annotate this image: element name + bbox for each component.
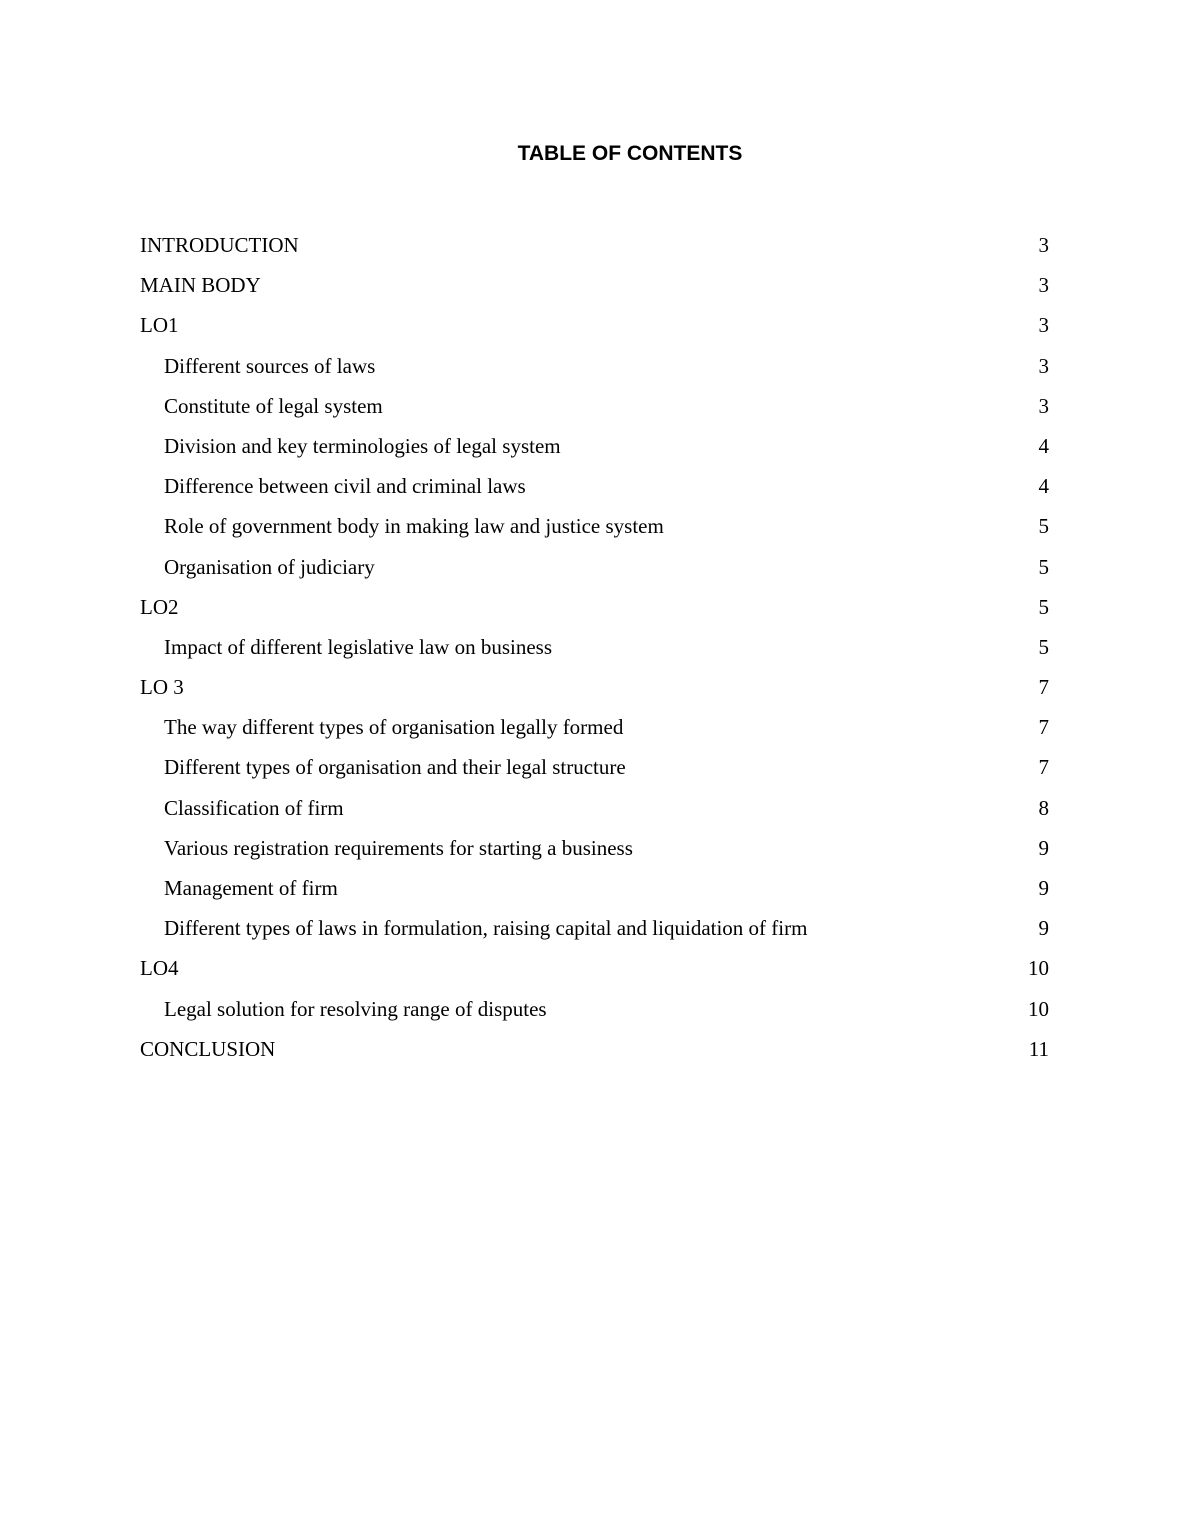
toc-entry[interactable] (140, 872, 1049, 912)
toc-entry-page: 11 (1028, 1036, 1049, 1061)
toc-entry-page: 5 (1038, 594, 1049, 619)
toc-entry-label: Management of firm (164, 876, 338, 900)
toc-entry[interactable] (140, 711, 1049, 751)
toc-entry[interactable] (140, 832, 1049, 872)
toc-entry-label: Classification of firm (164, 795, 344, 820)
toc-entry[interactable] (140, 510, 1049, 550)
toc-entry-page: 4 (1038, 474, 1049, 499)
toc-entry[interactable] (140, 912, 1049, 952)
toc-entry[interactable] (140, 993, 1049, 1033)
toc-entry[interactable] (140, 1033, 1049, 1073)
toc-entry-label: Different sources of laws (164, 353, 376, 378)
toc-entry-page: 3 (1038, 393, 1049, 418)
toc-entry-label: Various registration requirements for starting a business (164, 835, 633, 860)
toc-entry-page: 3 (1038, 313, 1049, 338)
toc-entry-label: MAIN BODY (140, 273, 261, 298)
toc-entry-label: Division and key terminologies of legal system (164, 433, 561, 458)
toc-entry-page: 9 (1038, 835, 1049, 860)
toc-entry-page: 3 (1038, 273, 1049, 298)
toc-entry[interactable] (140, 952, 1049, 992)
toc-entry[interactable] (140, 751, 1049, 791)
toc-entry-label: CONCLUSION (140, 1036, 276, 1061)
toc-entry-label: LO1 (140, 313, 179, 338)
toc-entry[interactable] (140, 350, 1049, 390)
toc-entry-page: 9 (1038, 876, 1049, 900)
toc-entry-page: 7 (1038, 715, 1049, 740)
toc-entry-label: Different types of organisation and their legal structure (164, 755, 626, 780)
toc-entry[interactable] (140, 390, 1049, 430)
toc-entry-label: LO4 (140, 956, 179, 981)
toc-entry[interactable] (140, 591, 1049, 631)
toc-entry-page: 10 (1028, 996, 1049, 1021)
toc-entry[interactable] (140, 631, 1049, 671)
toc-entry-page: 5 (1038, 514, 1049, 539)
toc-entry-page: 8 (1038, 795, 1049, 820)
toc-entry-label: The way different types of organisation legally formed (164, 715, 624, 740)
toc-title: TABLE OF CONTENTS (517, 142, 743, 165)
toc-entry[interactable] (140, 430, 1049, 470)
toc-entry-label: Different types of laws in formulation, raising capital and liquidation of firm (164, 916, 808, 941)
toc-entry[interactable] (140, 671, 1049, 711)
toc-entry-page: 5 (1038, 554, 1049, 579)
toc-entry-label: LO2 (140, 594, 179, 619)
toc-entry-label: Role of government body in making law and justice system (164, 514, 664, 539)
toc-entry-label: INTRODUCTION (140, 233, 299, 257)
toc-entry-page: 3 (1038, 233, 1049, 257)
toc-entry-page: 3 (1038, 353, 1049, 378)
toc-entry-label: Difference between civil and criminal laws (164, 474, 526, 499)
toc-entry-page: 7 (1038, 675, 1049, 700)
toc-entry[interactable] (140, 269, 1049, 309)
toc-entry-label: Impact of different legislative law on business (164, 634, 553, 659)
toc-entry-page: 9 (1038, 916, 1049, 941)
toc-entry-label: Constitute of legal system (164, 393, 383, 418)
toc-entry[interactable] (140, 309, 1049, 349)
toc-entry[interactable] (140, 470, 1049, 510)
toc-entry-page: 4 (1038, 433, 1049, 458)
toc-list (140, 229, 1049, 1073)
toc-entry[interactable] (140, 792, 1049, 832)
toc-entry-label: Organisation of judiciary (164, 554, 375, 579)
toc-entry-page: 10 (1028, 956, 1049, 981)
toc-entry-page: 7 (1038, 755, 1049, 780)
toc-entry-page: 5 (1038, 634, 1049, 659)
toc-entry[interactable] (140, 551, 1049, 591)
toc-entry[interactable] (140, 229, 1049, 269)
toc-entry-label: Legal solution for resolving range of disputes (164, 996, 547, 1021)
toc-entry-label: LO 3 (140, 675, 184, 700)
